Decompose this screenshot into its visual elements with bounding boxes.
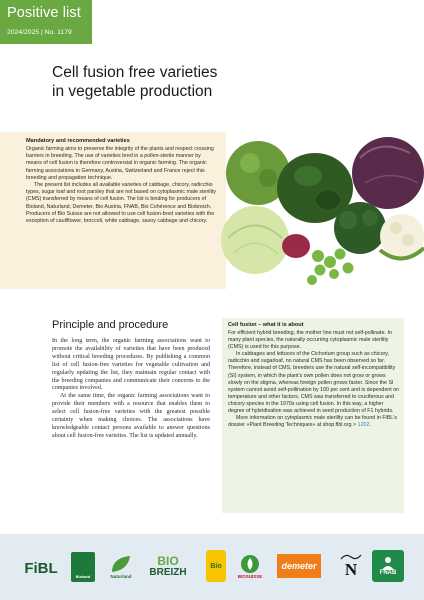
biobreizh-logo-bottom: BREIZH	[149, 567, 187, 578]
partner-logos-bar	[0, 534, 424, 600]
broccoli	[334, 202, 386, 254]
biocoherence-logo	[206, 550, 226, 582]
intro-heading: Mandatory and recommended varieties	[26, 138, 130, 144]
vegetables-photo	[220, 128, 424, 288]
series-label: Positive list	[7, 5, 81, 21]
fnab-logo	[372, 550, 404, 582]
fibl-logo	[20, 556, 62, 580]
cell-fusion-p3-end: .	[369, 422, 371, 429]
cell-fusion-paragraph-3	[228, 415, 400, 429]
biosuisse-logo-text: BIOSUISSE	[237, 573, 263, 579]
fnab-logo-text: FNAB	[379, 570, 397, 576]
biosuisse-bud-icon	[240, 554, 260, 574]
n-logo-text: N	[344, 560, 358, 579]
title-line-2: in vegetable production	[52, 83, 213, 100]
cell-fusion-box	[222, 318, 404, 513]
intro-paragraph-1: Organic farming aims to preserve the integrity of the plants and respect crossing barriers in breeding. The use of varieties bred in a pollen-sterile manner by means of cell fusion is therefore controversial in organic farming. The organic farming associations in Germany, Austria, Switzerland and France reject this breeding and propagation technique.	[26, 146, 214, 181]
issue-number: 2024/2025 | No. 1179	[7, 29, 72, 36]
demeter-logo-text: demeter	[281, 561, 317, 571]
biocoherence-logo-text: Bio	[210, 562, 222, 570]
brussels-sprouts	[307, 249, 354, 286]
cell-fusion-paragraph-2: In cabbages and lettuces of the Cichorium group such as chicory, radicchio and sugarloaf, no natural CMS has been observed so far. Therefore, instead of CMS, breeders use the natural self-incompatibility (SI) system, in which the plant's own pollen does not grow or grows slowly on the stigma, whereas foreign pollen grows faster. Since the SI system cannot avoid self-pollination by 100 per cent and is dependent on temperature and other factors, CMS was transferred to cruciferous and chicory species in the 1970s using cell fusion. In this way, a higher degree of hybridisation was achieved in seed production of F1 hybrids.	[228, 351, 400, 415]
n-logo	[338, 550, 364, 582]
principle-body	[52, 338, 210, 441]
biobreizh-logo	[144, 552, 192, 582]
fibl-logo-text: FiBL	[24, 559, 58, 577]
demeter-logo	[277, 554, 321, 578]
white-cabbage	[221, 206, 289, 274]
cell-fusion-body	[228, 330, 400, 429]
naturland-logo	[107, 550, 135, 582]
title-line-1: Cell fusion free varieties	[52, 64, 218, 81]
red-onion	[282, 234, 310, 258]
naturland-logo-text: Naturland	[110, 573, 132, 579]
cell-fusion-paragraph-1: For efficient hybrid breeding, the mother line must not self-pollinate. In many plant species, the naturally occurring cytoplasmic male sterility (CMS) is used for this purpose.	[228, 330, 392, 351]
cell-fusion-p3-text: More information on cytoplasmic male sterility can be found in FiBL's dossier «Plant Breeding Techniques» at shop.fibl.org >	[228, 415, 397, 429]
cell-fusion-heading: Cell fusion – what it is about	[228, 322, 304, 328]
intro-box	[0, 132, 226, 289]
principle-paragraph-1: In the long term, the organic farming associations want to promote the availability of varieties that have been produced without critical breeding procedures. By publishing a common list of cell fusion-free varieties for vegetable cultivation and regularly updating the list, they maintain regular contact with the breeding companies and communicate their concerns to the companies involved.	[52, 338, 210, 392]
bioland-logo	[71, 552, 95, 582]
principle-paragraph-2: At the same time, the organic farming associations want to provide their members with a resource that enables them to select cell fusion-free varieties with the greatest possible certainty when making choices. The associations have knowledgeable contact persons available to answer questions about cell fusion-free varieties. The list is updated annually.	[52, 393, 210, 439]
naturland-leaf-icon	[110, 554, 132, 574]
intro-paragraph-2: The present list includes all available varieties of cabbage, chicory, radicchio types, sugar loaf and root parsley that are not based on cytoplasmic male sterility (CMS) transferred by means of cell fusion. The list is binding for producers of Bioland, Naturland, Demeter, Bio Austria, FNAB, Bio Cohérence and Biobreizh. Producers of Bio Suisse are not allowed to use cell fusion-bred varieties with the exception of cauliflower, broccoli, white cabbage, savoy cabbage and chicory.	[26, 182, 216, 225]
bioland-logo-text: Bioland	[75, 574, 91, 579]
principle-heading: Principle and procedure	[52, 319, 169, 331]
biosuisse-logo	[233, 550, 267, 582]
series-tag	[0, 0, 92, 44]
dossier-link[interactable]: 1202	[357, 422, 370, 429]
page-title	[52, 63, 312, 101]
intro-body	[26, 146, 218, 225]
fnab-figure-icon	[379, 556, 397, 570]
red-cabbage	[352, 137, 424, 209]
biobreizh-logo-top: BIO	[157, 554, 179, 568]
